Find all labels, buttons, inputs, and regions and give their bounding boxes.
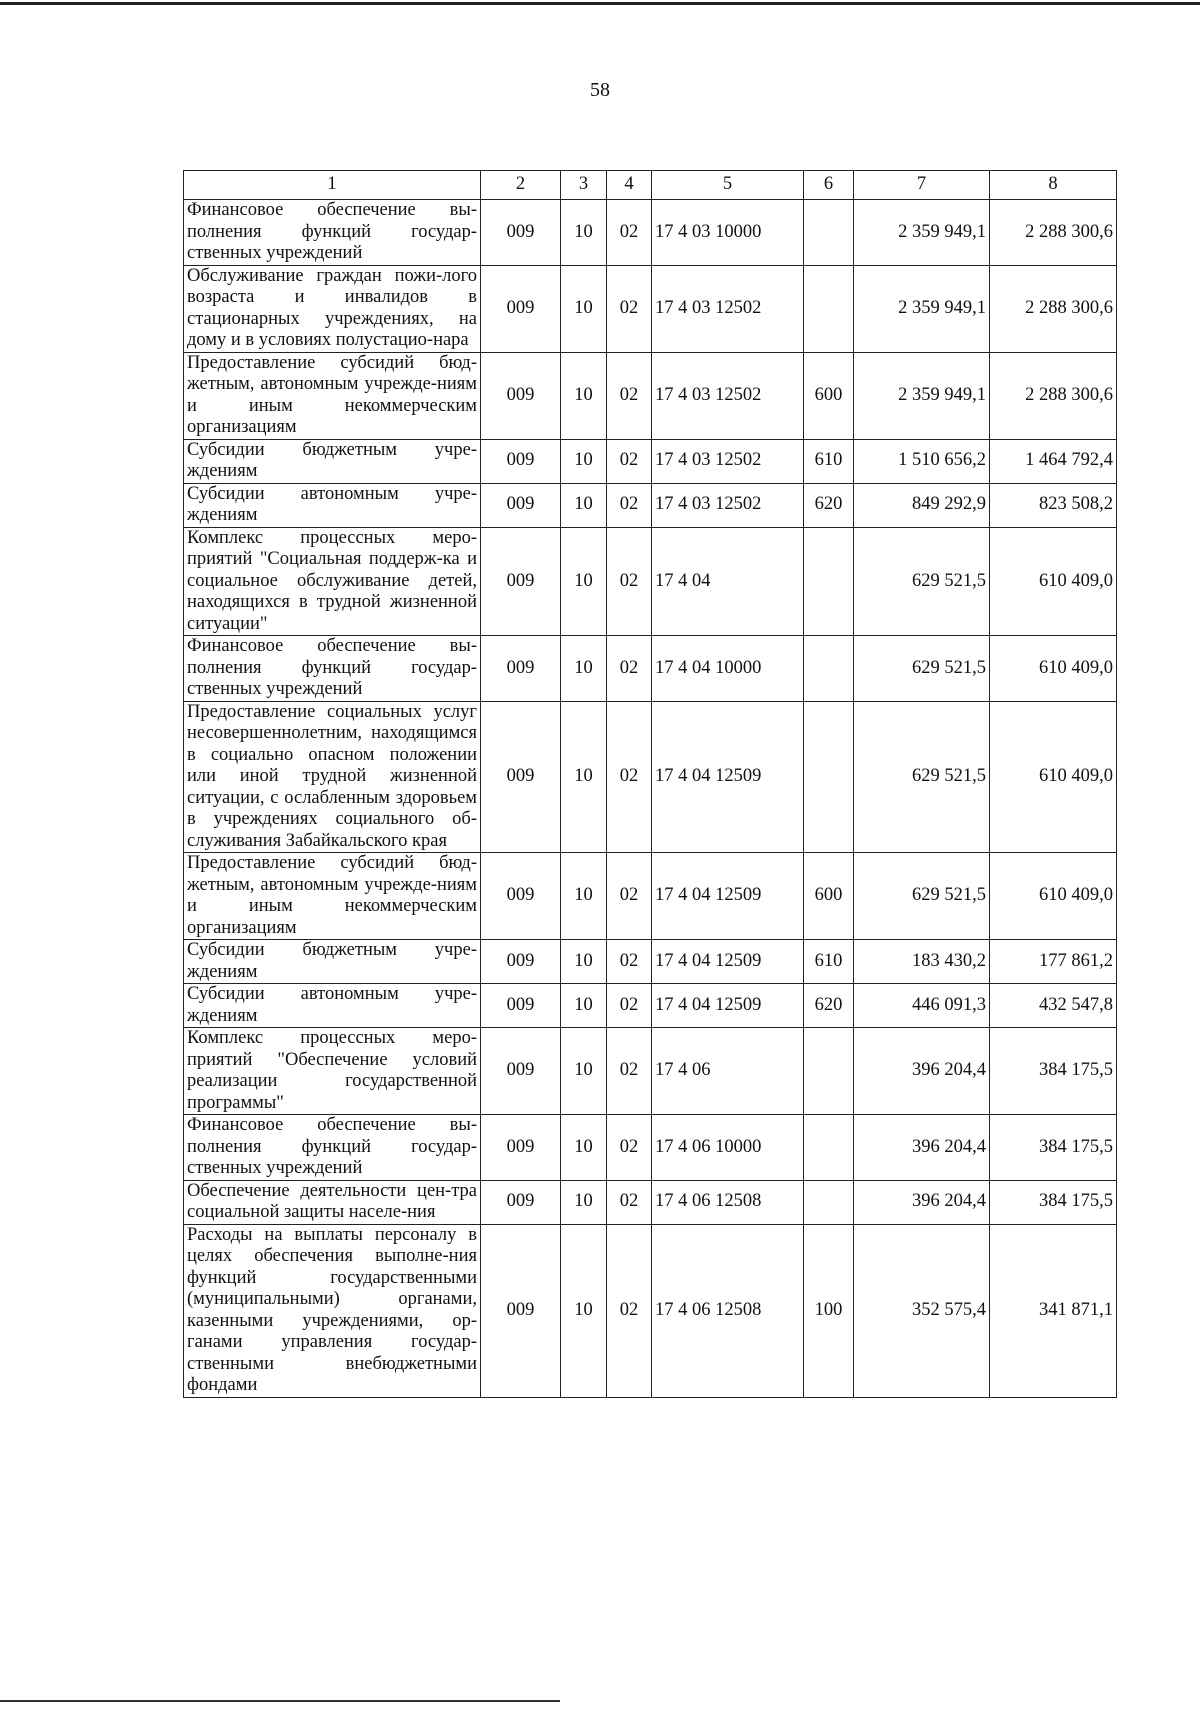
table-row: [184, 1180, 1117, 1224]
table-row: [184, 1028, 1117, 1115]
subsection-code: 02: [607, 483, 652, 527]
expense-type-code: [804, 1115, 854, 1181]
target-article-code: 17 4 06 12508: [652, 1180, 804, 1224]
expense-type-code: 100: [804, 1224, 854, 1397]
table-row: [184, 483, 1117, 527]
amount-year-1: 352 575,4: [854, 1224, 990, 1397]
section-code: 10: [561, 701, 607, 853]
amount-year-2: 823 508,2: [990, 483, 1117, 527]
amount-year-1: 629 521,5: [854, 527, 990, 636]
amount-year-1: 183 430,2: [854, 940, 990, 984]
target-article-code: 17 4 04 10000: [652, 636, 804, 702]
column-header: 5: [652, 171, 804, 200]
ministry-code: 009: [481, 1180, 561, 1224]
subsection-code: 02: [607, 853, 652, 940]
expense-type-code: 610: [804, 439, 854, 483]
column-header: 8: [990, 171, 1117, 200]
target-article-code: 17 4 04 12509: [652, 701, 804, 853]
amount-year-2: 341 871,1: [990, 1224, 1117, 1397]
ministry-code: 009: [481, 352, 561, 439]
expense-type-code: 620: [804, 483, 854, 527]
amount-year-2: 610 409,0: [990, 853, 1117, 940]
expense-type-code: [804, 701, 854, 853]
item-name: Финансовое обеспечение вы-полнения функций государ-ственных учреждений: [184, 1115, 481, 1181]
ministry-code: 009: [481, 265, 561, 352]
target-article-code: 17 4 06: [652, 1028, 804, 1115]
section-code: 10: [561, 1224, 607, 1397]
section-code: 10: [561, 483, 607, 527]
target-article-code: 17 4 03 10000: [652, 200, 804, 266]
amount-year-1: 849 292,9: [854, 483, 990, 527]
section-code: 10: [561, 636, 607, 702]
item-name: Субсидии бюджетным учре-ждениям: [184, 940, 481, 984]
amount-year-2: 610 409,0: [990, 527, 1117, 636]
subsection-code: 02: [607, 636, 652, 702]
amount-year-2: 2 288 300,6: [990, 200, 1117, 266]
expense-type-code: [804, 1028, 854, 1115]
ministry-code: 009: [481, 701, 561, 853]
expense-type-code: [804, 265, 854, 352]
amount-year-1: 2 359 949,1: [854, 265, 990, 352]
amount-year-1: 446 091,3: [854, 984, 990, 1028]
amount-year-1: 396 204,4: [854, 1115, 990, 1181]
section-code: 10: [561, 265, 607, 352]
section-code: 10: [561, 940, 607, 984]
item-name: Субсидии автономным учре-ждениям: [184, 483, 481, 527]
amount-year-2: 2 288 300,6: [990, 265, 1117, 352]
item-name: Финансовое обеспечение вы-полнения функций государ-ственных учреждений: [184, 200, 481, 266]
ministry-code: 009: [481, 940, 561, 984]
item-name: Предоставление субсидий бюд-жетным, автономным учрежде-ниям и иным некоммерческим организациям: [184, 352, 481, 439]
item-name: Комплекс процессных меро-приятий "Социальная поддерж-ка и социальное обслуживание детей, находящихся в трудной жизненной ситуации": [184, 527, 481, 636]
amount-year-2: 384 175,5: [990, 1115, 1117, 1181]
subsection-code: 02: [607, 200, 652, 266]
table-row: [184, 853, 1117, 940]
amount-year-1: 396 204,4: [854, 1028, 990, 1115]
target-article-code: 17 4 03 12502: [652, 352, 804, 439]
item-name: Субсидии автономным учре-ждениям: [184, 984, 481, 1028]
amount-year-2: 384 175,5: [990, 1180, 1117, 1224]
ministry-code: 009: [481, 527, 561, 636]
bottom-border-line: [0, 1700, 560, 1702]
amount-year-1: 629 521,5: [854, 636, 990, 702]
item-name: Субсидии бюджетным учре-ждениям: [184, 439, 481, 483]
item-name: Комплекс процессных меро-приятий "Обеспечение условий реализации государственной программы": [184, 1028, 481, 1115]
subsection-code: 02: [607, 439, 652, 483]
table-row: [184, 984, 1117, 1028]
ministry-code: 009: [481, 1224, 561, 1397]
subsection-code: 02: [607, 527, 652, 636]
section-code: 10: [561, 439, 607, 483]
ministry-code: 009: [481, 1115, 561, 1181]
item-name: Обеспечение деятельности цен-тра социальной защиты населе-ния: [184, 1180, 481, 1224]
amount-year-2: 432 547,8: [990, 984, 1117, 1028]
expense-type-code: [804, 1180, 854, 1224]
section-code: 10: [561, 853, 607, 940]
column-header: 3: [561, 171, 607, 200]
item-name: Предоставление субсидий бюд-жетным, автономным учрежде-ниям и иным некоммерческим организациям: [184, 853, 481, 940]
section-code: 10: [561, 527, 607, 636]
table-row: [184, 527, 1117, 636]
amount-year-2: 384 175,5: [990, 1028, 1117, 1115]
ministry-code: 009: [481, 1028, 561, 1115]
ministry-code: 009: [481, 636, 561, 702]
subsection-code: 02: [607, 1115, 652, 1181]
column-header: 6: [804, 171, 854, 200]
section-code: 10: [561, 200, 607, 266]
target-article-code: 17 4 04 12509: [652, 940, 804, 984]
expense-type-code: 620: [804, 984, 854, 1028]
amount-year-2: 2 288 300,6: [990, 352, 1117, 439]
subsection-code: 02: [607, 1224, 652, 1397]
table-body: [184, 200, 1117, 1398]
column-header: 2: [481, 171, 561, 200]
table-row: [184, 636, 1117, 702]
expense-type-code: [804, 636, 854, 702]
amount-year-2: 610 409,0: [990, 636, 1117, 702]
ministry-code: 009: [481, 200, 561, 266]
item-name: Обслуживание граждан пожи-лого возраста и инвалидов в стационарных учреждениях, на дому и в условиях полустацио-нара: [184, 265, 481, 352]
column-header: 7: [854, 171, 990, 200]
subsection-code: 02: [607, 265, 652, 352]
expense-type-code: 600: [804, 352, 854, 439]
amount-year-2: 1 464 792,4: [990, 439, 1117, 483]
amount-year-1: 1 510 656,2: [854, 439, 990, 483]
section-code: 10: [561, 352, 607, 439]
target-article-code: 17 4 06 10000: [652, 1115, 804, 1181]
target-article-code: 17 4 06 12508: [652, 1224, 804, 1397]
amount-year-1: 629 521,5: [854, 701, 990, 853]
budget-table: [183, 170, 1117, 1398]
subsection-code: 02: [607, 701, 652, 853]
section-code: 10: [561, 1180, 607, 1224]
top-border-line: [0, 2, 1200, 5]
section-code: 10: [561, 1028, 607, 1115]
subsection-code: 02: [607, 984, 652, 1028]
table-row: [184, 1224, 1117, 1397]
table-row: [184, 701, 1117, 853]
table-row: [184, 439, 1117, 483]
target-article-code: 17 4 03 12502: [652, 265, 804, 352]
item-name: Финансовое обеспечение вы-полнения функций государ-ственных учреждений: [184, 636, 481, 702]
amount-year-1: 2 359 949,1: [854, 352, 990, 439]
subsection-code: 02: [607, 352, 652, 439]
amount-year-2: 610 409,0: [990, 701, 1117, 853]
expense-type-code: 600: [804, 853, 854, 940]
target-article-code: 17 4 04 12509: [652, 984, 804, 1028]
amount-year-2: 177 861,2: [990, 940, 1117, 984]
amount-year-1: 629 521,5: [854, 853, 990, 940]
table-row: [184, 200, 1117, 266]
section-code: 10: [561, 1115, 607, 1181]
table-row: [184, 1115, 1117, 1181]
column-header: 4: [607, 171, 652, 200]
item-name: Предоставление социальных услуг несовершеннолетним, находящимся в социально опасном положении или иной трудной жизненной ситуации, с ослабленным здоровьем в учреждениях социального об-служивания Забайкальского края: [184, 701, 481, 853]
table-row: [184, 265, 1117, 352]
target-article-code: 17 4 03 12502: [652, 439, 804, 483]
section-code: 10: [561, 984, 607, 1028]
expense-type-code: [804, 527, 854, 636]
ministry-code: 009: [481, 439, 561, 483]
subsection-code: 02: [607, 940, 652, 984]
target-article-code: 17 4 04: [652, 527, 804, 636]
page-number: 58: [590, 79, 610, 101]
ministry-code: 009: [481, 483, 561, 527]
expense-type-code: [804, 200, 854, 266]
amount-year-1: 2 359 949,1: [854, 200, 990, 266]
amount-year-1: 396 204,4: [854, 1180, 990, 1224]
item-name: Расходы на выплаты персоналу в целях обеспечения выполне-ния функций государственными (муниципальными) органами, казенными учреждениями, ор-ганами управления государ-ственными внебюджетными фондами: [184, 1224, 481, 1397]
column-header: 1: [184, 171, 481, 200]
subsection-code: 02: [607, 1180, 652, 1224]
expense-type-code: 610: [804, 940, 854, 984]
target-article-code: 17 4 04 12509: [652, 853, 804, 940]
table-row: [184, 940, 1117, 984]
target-article-code: 17 4 03 12502: [652, 483, 804, 527]
ministry-code: 009: [481, 984, 561, 1028]
column-number-row: [184, 171, 1117, 200]
table-row: [184, 352, 1117, 439]
subsection-code: 02: [607, 1028, 652, 1115]
ministry-code: 009: [481, 853, 561, 940]
